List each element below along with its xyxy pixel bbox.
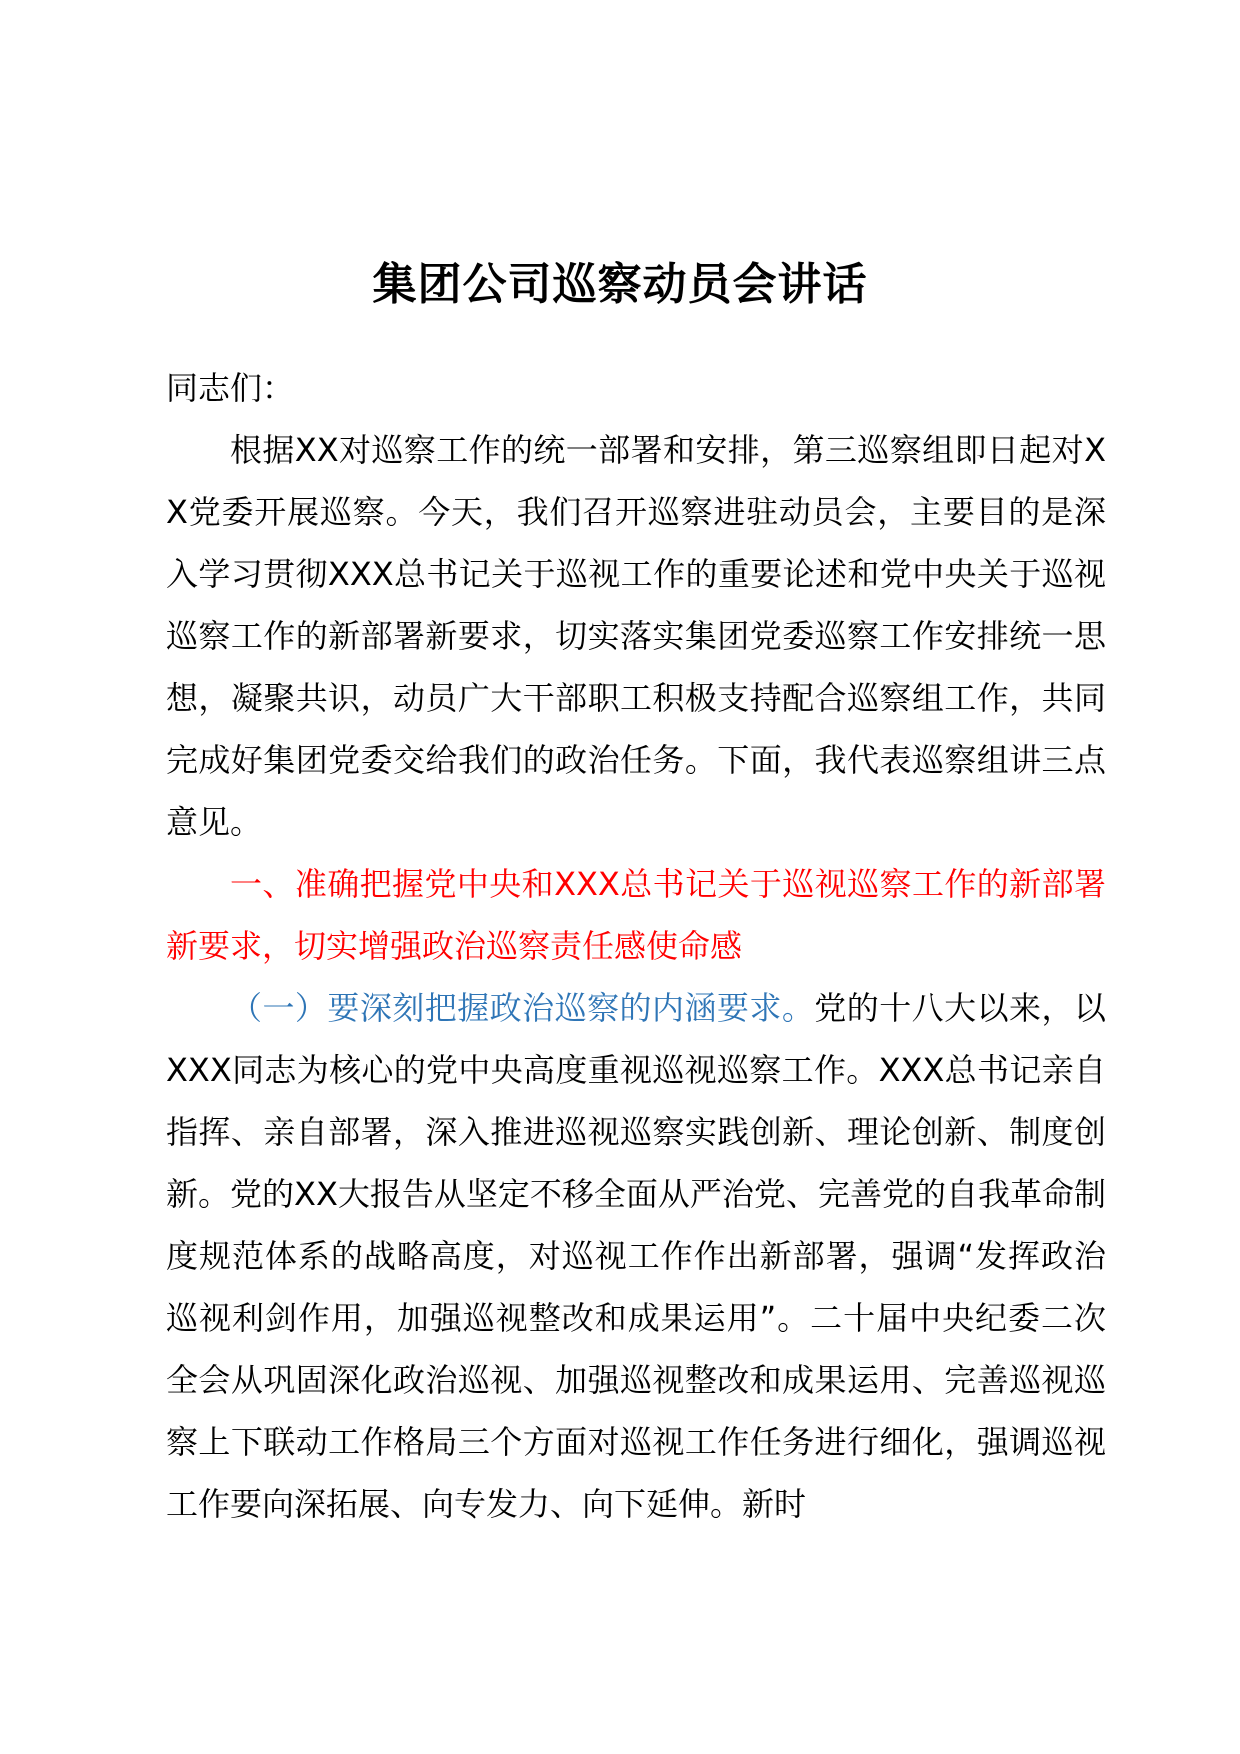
subsection-heading: （一）要深刻把握政治巡察的内涵要求。 [230, 989, 815, 1027]
document-body [166, 357, 1106, 1535]
document-title: 集团公司巡察动员会讲话 [372, 259, 868, 310]
section-heading: 一、准确把握党中央和XXX总书记关于巡视巡察工作的新部署新要求，切实增强政治巡察责任感使命感 [166, 865, 1106, 965]
salutation: 同志们： [166, 369, 295, 407]
subsection-text: 党的十八大以来，以XXX同志为核心的党中央高度重视巡视巡察工作。XXX总书记亲自指挥、亲自部署，深入推进巡视巡察实践创新、理论创新、制度创新。党的XX大报告从坚定不移全面从严治党、完善党的自我革命制度规范体系的战略高度，对巡视工作作出新部署，强调“发挥政治巡视利剑作用，加强巡视整改和成果运用”。二十届中央纪委二次全会从巩固深化政治巡视、加强巡视整改和成果运用、完善巡视巡察上下联动工作格局三个方面对巡视工作任务进行细化，强调巡视工作要向深拓展、向专发力、向下延伸。新时 [166, 989, 1106, 1523]
subsection-paragraph [166, 977, 1106, 1535]
intro-paragraph: 根据XX对巡察工作的统一部署和安排，第三巡察组即日起对XX党委开展巡察。今天，我们召开巡察进驻动员会，主要目的是深入学习贯彻XXX总书记关于巡视工作的重要论述和党中央关于巡视巡察工作的新部署新要求，切实落实集团党委巡察工作安排统一思想，凝聚共识，动员广大干部职工积极支持配合巡察组工作，共同完成好集团党委交给我们的政治任务。下面，我代表巡察组讲三点意见。 [166, 431, 1106, 841]
